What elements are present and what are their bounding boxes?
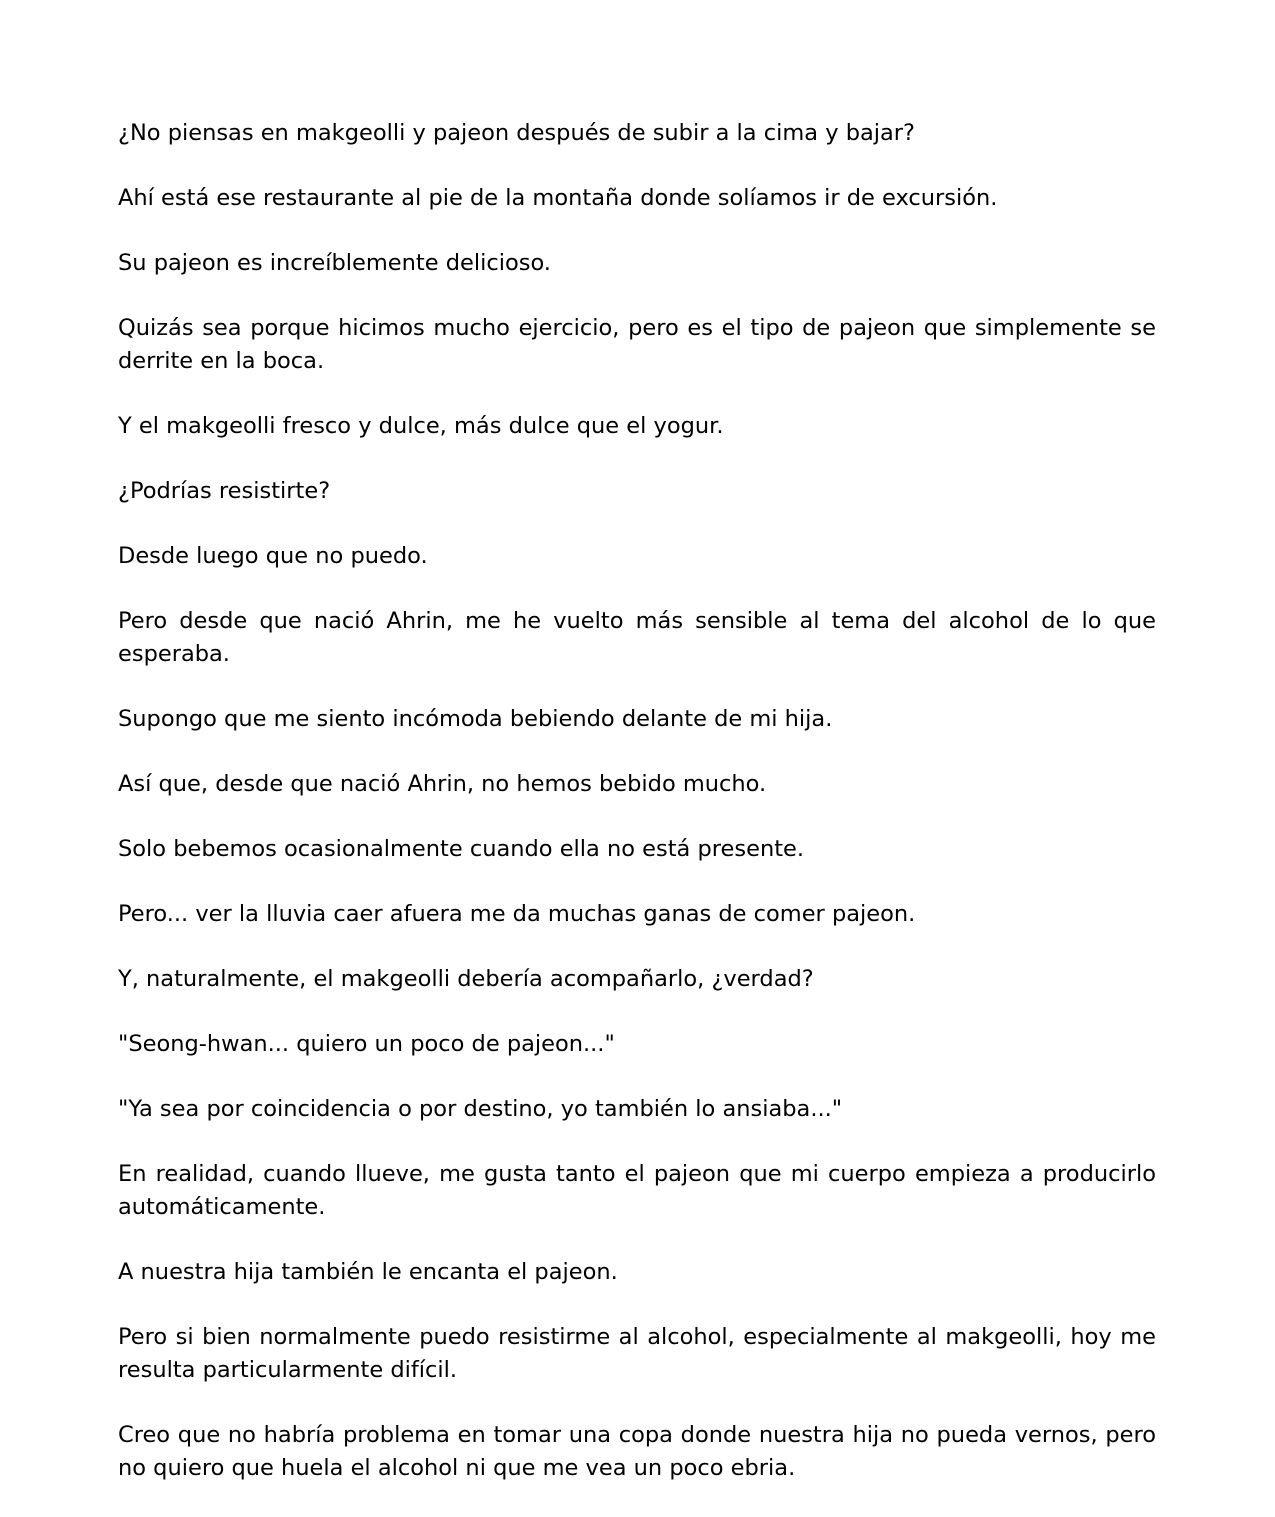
document-body [118,117,1156,1517]
paragraph: Así que, desde que nació Ahrin, no hemos bebido mucho. [118,771,767,797]
paragraph: Y, naturalmente, el makgeolli debería acompañarlo, ¿verdad? [118,966,814,992]
paragraph: Solo bebemos ocasionalmente cuando ella no está presente. [118,836,805,862]
paragraph: A nuestra hija también le encanta el pajeon. [118,1259,618,1285]
paragraph: "Ya sea por coincidencia o por destino, yo también lo ansiaba..." [118,1096,843,1122]
paragraph: Desde luego que no puedo. [118,543,428,569]
paragraph: Ahí está ese restaurante al pie de la montaña donde solíamos ir de excursión. [118,185,998,211]
paragraph: Creo que no habría problema en tomar una copa donde nuestra hija no pueda vernos, pero no quiero que huela el alcohol ni que me vea un poco ebria. [118,1422,1156,1481]
paragraph: Quizás sea porque hicimos mucho ejercicio, pero es el tipo de pajeon que simplemente se derrite en la boca. [118,315,1156,374]
paragraph: "Seong-hwan... quiero un poco de pajeon..." [118,1031,615,1057]
paragraph: En realidad, cuando llueve, me gusta tanto el pajeon que mi cuerpo empieza a producirlo automáticamente. [118,1161,1156,1220]
paragraph: Pero desde que nació Ahrin, me he vuelto más sensible al tema del alcohol de lo que esperaba. [118,608,1156,667]
paragraph: Pero si bien normalmente puedo resistirme al alcohol, especialmente al makgeolli, hoy me resulta particularmente difícil. [118,1324,1156,1383]
paragraph: Su pajeon es increíblemente delicioso. [118,250,551,276]
paragraph: Supongo que me siento incómoda bebiendo delante de mi hija. [118,706,833,732]
paragraph: Y el makgeolli fresco y dulce, más dulce que el yogur. [118,413,724,439]
paragraph: ¿Podrías resistirte? [118,478,331,504]
paragraph: Pero... ver la lluvia caer afuera me da muchas ganas de comer pajeon. [118,901,916,927]
paragraph: ¿No piensas en makgeolli y pajeon después de subir a la cima y bajar? [118,120,915,146]
